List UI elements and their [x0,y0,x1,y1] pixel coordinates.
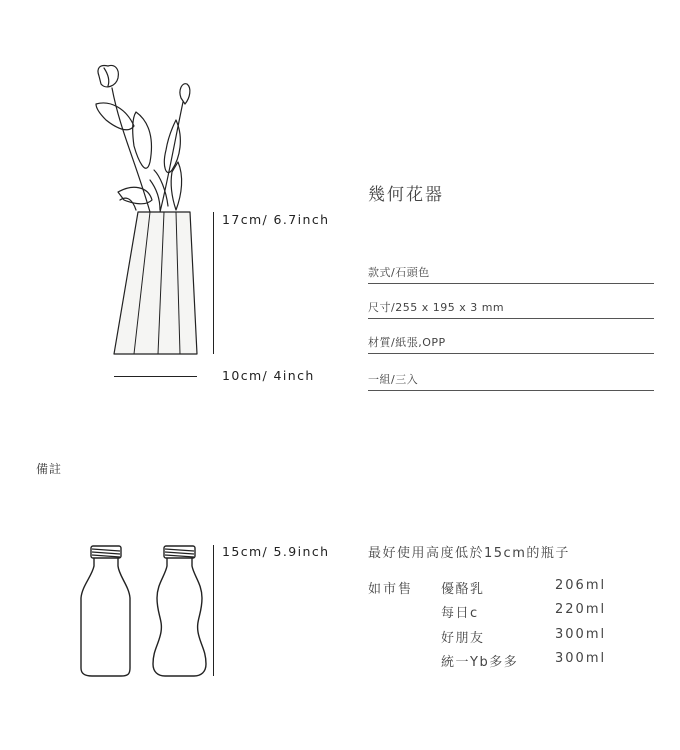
spec-style: 款式/石頭色 [368,264,654,284]
spec-size: 尺寸/255 x 195 x 3 mm [368,299,654,319]
bottle-name: 每日c [441,606,479,621]
bottle-volume: 220ml [555,602,607,617]
bottle-name: 好朋友 [441,631,485,646]
bottle-volume: 300ml [555,627,607,642]
bottle-table-label: 如市售 [368,582,414,597]
bottle-height-dimension-line [213,545,214,676]
spec-quantity: 一組/三入 [368,371,654,391]
bottle-volume: 300ml [555,651,607,666]
product-title: 幾何花器 [368,185,444,205]
bottle-height-label: 15cm/ 5.9inch [222,544,330,559]
bottle-volume: 206ml [555,578,607,593]
bottle-row [441,602,641,622]
bottle-requirement-title: 最好使用高度低於15cm的瓶子 [368,546,570,561]
note-heading: 備註 [36,462,63,476]
bottle-name: 優酪乳 [441,582,485,597]
bottle-row [441,651,641,671]
spec-material: 材質/紙張,OPP [368,334,654,354]
vase-width-label: 10cm/ 4inch [222,368,315,383]
vase-height-label: 17cm/ 6.7inch [222,212,330,227]
bottle-row [441,627,641,647]
bottle-row [441,578,641,598]
bottle-name: 統一Yb多多 [441,655,519,670]
